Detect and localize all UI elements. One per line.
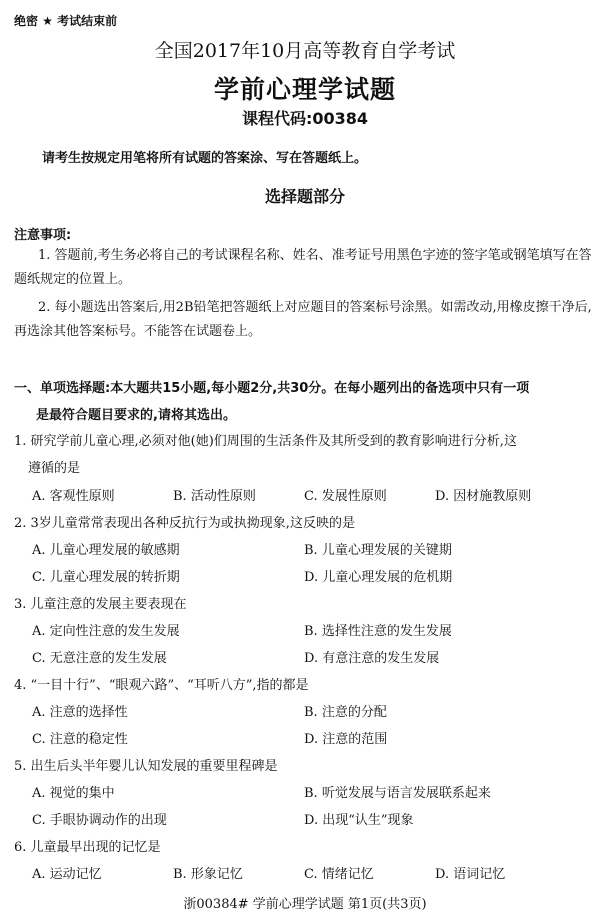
note-item: 1. 答题前,考生务必将自己的考试课程名称、姓名、准考证号用黑色字迹的签字笔或钢笔填写在答题纸规定的位置上。: [14, 248, 592, 287]
question-1-option-b: B. 活动性原则: [173, 489, 256, 504]
question-6-option-b: B. 形象记忆: [173, 867, 243, 882]
question-1-option-d: D. 因材施教原则: [435, 489, 532, 504]
notes-title: 注意事项:: [14, 228, 72, 243]
subject-title: 学前心理学试题: [213, 75, 396, 104]
question-3-stem: 3. 儿童注意的发展主要表现在: [14, 597, 187, 612]
exam-title: 全国2017年10月高等教育自学考试: [154, 40, 456, 62]
question-5-option-c: C. 手眼协调动作的出现: [32, 813, 167, 828]
question-5-stem: 5. 出生后头半年婴儿认知发展的重要里程碑是: [14, 759, 278, 774]
question-5-option-b: B. 听觉发展与语言发展联系起来: [304, 786, 491, 801]
answer-instruction: 请考生按规定用笔将所有试题的答案涂、写在答题纸上。: [42, 151, 368, 166]
question-2-option-c: C. 儿童心理发展的转折期: [32, 570, 180, 585]
question-6-option-a: A. 运动记忆: [32, 867, 102, 882]
question-1-option-c: C. 发展性原则: [304, 489, 387, 504]
question-4-option-b: B. 注意的分配: [304, 705, 387, 720]
confidential-mark: 绝密 ★ 考试结束前: [14, 14, 118, 28]
question-6-stem: 6. 儿童最早出现的记忆是: [14, 840, 161, 855]
question-3-option-b: B. 选择性注意的发生发展: [304, 624, 452, 639]
question-4-option-c: C. 注意的稳定性: [32, 732, 128, 747]
question-1-option-a: A. 客观性原则: [32, 489, 115, 504]
question-4-option-a: A. 注意的选择性: [32, 705, 128, 720]
question-2-option-d: D. 儿童心理发展的危机期: [304, 570, 453, 585]
question-3-option-c: C. 无意注意的发生发展: [32, 651, 167, 666]
course-code: 课程代码:00384: [241, 109, 369, 128]
part-one-title-line2: 是最符合题目要求的,请将其选出。: [36, 408, 236, 423]
section-title: 选择题部分: [264, 187, 345, 206]
note-item: 2. 每小题选出答案后,用2B铅笔把答题纸上对应题目的答案标号涂黑。如需改动,用橡皮擦干净后,再选涂其他答案标号。不能答在试题卷上。: [14, 300, 592, 339]
question-4-option-d: D. 注意的范围: [304, 732, 388, 747]
page-footer: 浙00384# 学前心理学试题 第1页(共3页): [183, 897, 427, 912]
question-2-option-b: B. 儿童心理发展的关键期: [304, 543, 452, 558]
question-5-option-d: D. 出现“认生”现象: [304, 813, 414, 828]
question-6-option-d: D. 语词记忆: [435, 867, 506, 882]
question-2-option-a: A. 儿童心理发展的敏感期: [32, 543, 180, 558]
question-3-option-d: D. 有意注意的发生发展: [304, 651, 440, 666]
question-3-option-a: A. 定向性注意的发生发展: [32, 624, 180, 639]
question-5-option-a: A. 视觉的集中: [32, 786, 115, 801]
question-2-stem: 2. 3岁儿童常常表现出各种反抗行为或执拗现象,这反映的是: [14, 516, 355, 531]
question-6-option-c: C. 情绪记忆: [304, 867, 374, 882]
question-1-stem: 1. 研究学前儿童心理,必须对他(她)们周围的生活条件及其所受到的教育影响进行分析,这: [14, 434, 517, 449]
question-1-stem-cont: 遵循的是: [28, 461, 81, 476]
part-one-title-line1: 一、单项选择题:本大题共15小题,每小题2分,共30分。在每小题列出的备选项中只有一项: [14, 381, 530, 396]
question-4-stem: 4. “一目十行”、“眼观六路”、“耳听八方”,指的都是: [14, 678, 309, 693]
part-one-title: [14, 375, 598, 429]
